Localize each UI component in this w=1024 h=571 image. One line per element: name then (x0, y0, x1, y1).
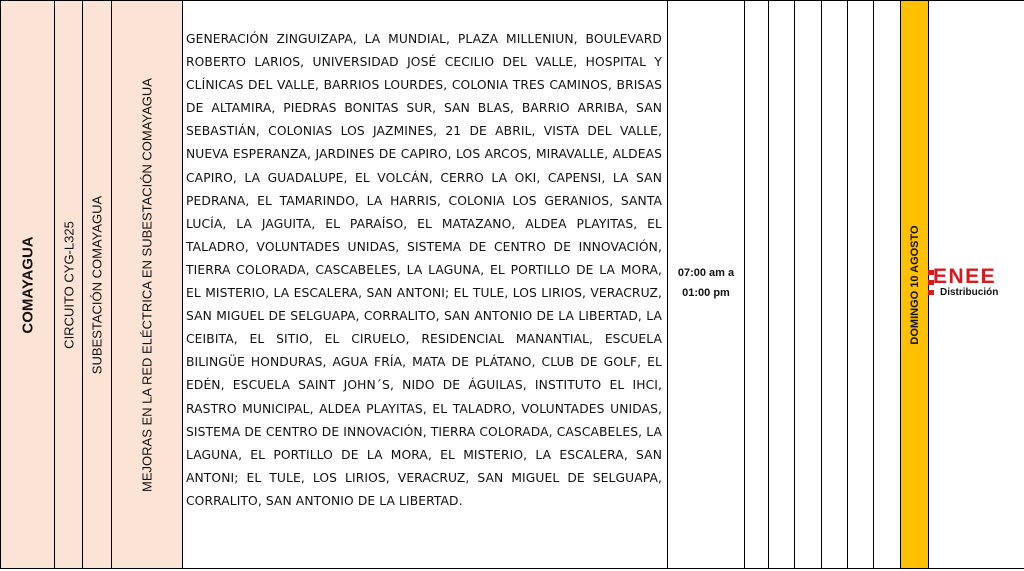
enee-logo (928, 266, 1024, 302)
empty-column-5 (848, 0, 874, 569)
empty-column-1 (745, 0, 769, 569)
work-description-cell (112, 0, 183, 569)
day-cell (901, 0, 929, 569)
substation-cell (83, 0, 112, 569)
region-cell (0, 0, 55, 569)
enee-logo-name: ENEE (933, 265, 997, 288)
empty-column-3 (795, 0, 822, 569)
empty-column-6 (874, 0, 901, 569)
day-label: DOMINGO 10 AGOSTO (908, 224, 921, 345)
affected-areas-text: GENERACIÓN ZINGUIZAPA, LA MUNDIAL, PLAZA MILLENIUN, BOULEVARD ROBERTO LARIOS, UNIVERSIDAD JOSÉ CECILIO DEL VALLE, HOSPITAL Y CLÍNICAS DEL VALLE, BARRIOS LOURDES, COLONIA TRES CAMINOS, BRISAS DE ALTAMIRA, PIEDRAS BONITAS SUR, SAN BLAS, BARRIO ARRIBA, SAN SEBASTIÁN, COLONIAS LOS JAZMINES, 21 DE ABRIL, VISTA DEL VALLE, NUEVA ESPERANZA, JARDINES DE CAPIRO, LOS ARCOS, MIRAVALLE, ALDEAS CAPIRO, LA GUADALUPE, EL VOLCÁN, CERRO LA OKI, CAPENSI, LA SAN PEDRANA, EL TAMARINDO, LA HARRIS, COLONIA LOS GERANIOS, SANTA LUCÍA, LA JAGUITA, EL PARAÍSO, EL MATAZANO, ALDEA PLAYITAS, EL TALADRO, VOLUNTADES UNIDAS, SISTEMA DE CENTRO DE INNOVACIÓN, TIERRA COLORADA, CASCABELES, LA LAGUNA, EL PORTILLO DE LA MORA, EL MISTERIO, LA ESCALERA, SAN ANTONI; EL TULE, LOS LIRIOS, VERACRUZ, SAN MIGUEL DE SELGUAPA, CORRALITO, SAN ANTONIO DE LA LIBERTAD, LA CEIBITA, EL SITIO, EL CIRUELO, RESIDENCIAL MANANTIAL, ESCUELA BILINGÜE HONDURAS, AGUA FRÍA, MATA DE PLÁTANO, CLUB DE GOLF, EL EDÉN, ESCUELA SAINT JOHN´S, NIDO DE ÁGUILAS, INSTITUTO EL IHCI, RASTRO MUNICIPAL, ALDEA PLAYITAS, EL TALADRO, VOLUNTADES UNIDAS, SISTEMA DE CENTRO DE INNOVACIÓN, TIERRA COLORADA, CASCABELES, LA LAGUNA, EL PORTILLO DE LA MORA, EL MISTERIO, LA ESCALERA, SAN ANTONI; EL TULE, LOS LIRIOS, VERACRUZ, SAN MIGUEL DE SELGUAPA, CORRALITO, SAN ANTONIO DE LA LIBERTAD. (186, 32, 662, 508)
time-cell (668, 0, 745, 569)
time-start: 07:00 am a (677, 267, 735, 279)
work-description-label: MEJORAS EN LA RED ELÉCTRICA EN SUBESTACIÓN COMAYAGUA (139, 77, 155, 492)
circuit-label: CIRCUITO CYG-L325 (61, 220, 76, 349)
region-label: COMAYAGUA (19, 235, 36, 334)
empty-column-4 (822, 0, 848, 569)
enee-logo-subtitle: Distribución (940, 287, 999, 298)
empty-column-2 (769, 0, 795, 569)
substation-label: SUBESTACIÓN COMAYAGUA (89, 195, 105, 374)
circuit-cell (55, 0, 83, 569)
time-range (668, 263, 744, 303)
time-end: 01:00 pm (682, 287, 730, 299)
